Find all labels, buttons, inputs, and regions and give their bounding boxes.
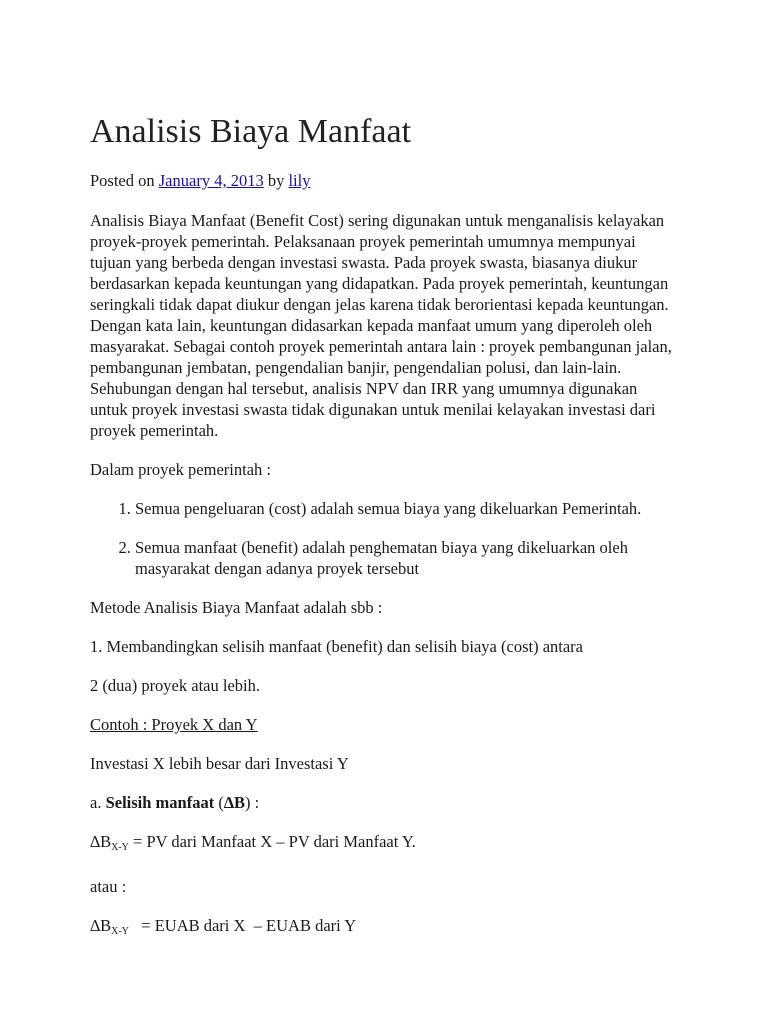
- list-item: 2. Semua manfaat (benefit) adalah penghematan biaya yang dikeluarkan oleh masyarakat dengan adanya proyek tersebut: [135, 537, 678, 579]
- government-list: [90, 498, 678, 579]
- post-meta: [90, 170, 678, 192]
- method-heading: Metode Analisis Biaya Manfaat adalah sbb :: [90, 598, 383, 617]
- or-label: atau :: [90, 877, 127, 896]
- formula-expression: = EUAB dari X – EUAB dari Y: [128, 916, 357, 935]
- formula-expression: = PV dari Manfaat X – PV dari Manfaat Y.: [128, 832, 416, 851]
- government-heading: Dalam proyek pemerintah :: [90, 460, 271, 479]
- method-step-1: 1. Membandingkan selisih manfaat (benefit) dan selisih biaya (cost) antara: [90, 637, 584, 656]
- section-a-delta: ∆B: [223, 793, 245, 812]
- formula-delta-symbol: ∆B: [90, 916, 112, 935]
- formula-pv: [90, 831, 678, 858]
- section-a-label: Selisih manfaat: [105, 793, 215, 812]
- posted-on-label: Posted on: [90, 171, 155, 190]
- example-statement: Investasi X lebih besar dari Investasi Y: [90, 754, 349, 773]
- list-item: 1. Semua pengeluaran (cost) adalah semua biaya yang dikeluarkan Pemerintah.: [135, 498, 678, 519]
- intro-paragraph: Analisis Biaya Manfaat (Benefit Cost) sering digunakan untuk menganalisis kelayakan proyek-proyek pemerintah. Pelaksanaan proyek pemerintah umumnya mempunyai tujuan yang berbeda dengan investasi swasta. Pada proyek swasta, biasanya diukur berdasarkan kepada keuntungan yang didapatkan. Pada proyek pemerintah, keuntungan seringkali tidak dapat diukur dengan jelas karena tidak berorientasi kepada keuntungan. Dengan kata lain, keuntungan didasarkan kepada manfaat umum yang diperoleh oleh masyarakat. Sebagai contoh proyek pemerintah antara lain : proyek pembangunan jalan, pembangunan jembatan, pengendalian banjir, pengendalian polusi, dan lain-lain. Sehubungan dengan hal tersebut, analisis NPV dan IRR yang umumnya digunakan untuk proyek investasi swasta tidak digunakan untuk menilai kelayakan investasi dari proyek pemerintah.: [90, 211, 672, 440]
- by-label: by: [267, 171, 285, 190]
- method-step-1-continued: 2 (dua) proyek atau lebih.: [90, 676, 260, 695]
- section-a-heading: [90, 792, 678, 813]
- post-date-link[interactable]: January 4, 2013: [158, 171, 264, 190]
- page-title: Analisis Biaya Manfaat: [90, 113, 412, 150]
- author-link[interactable]: lily: [288, 171, 311, 190]
- section-a-paren-open: (: [214, 793, 224, 812]
- formula-subscript: X-Y: [111, 926, 129, 937]
- formula-euab: [90, 915, 678, 942]
- section-a-prefix: a.: [90, 793, 106, 812]
- section-a-paren-close: ) :: [244, 793, 260, 812]
- formula-subscript: X-Y: [111, 842, 129, 853]
- example-heading: Contoh : Proyek X dan Y: [90, 715, 258, 734]
- formula-delta-symbol: ∆B: [90, 832, 112, 851]
